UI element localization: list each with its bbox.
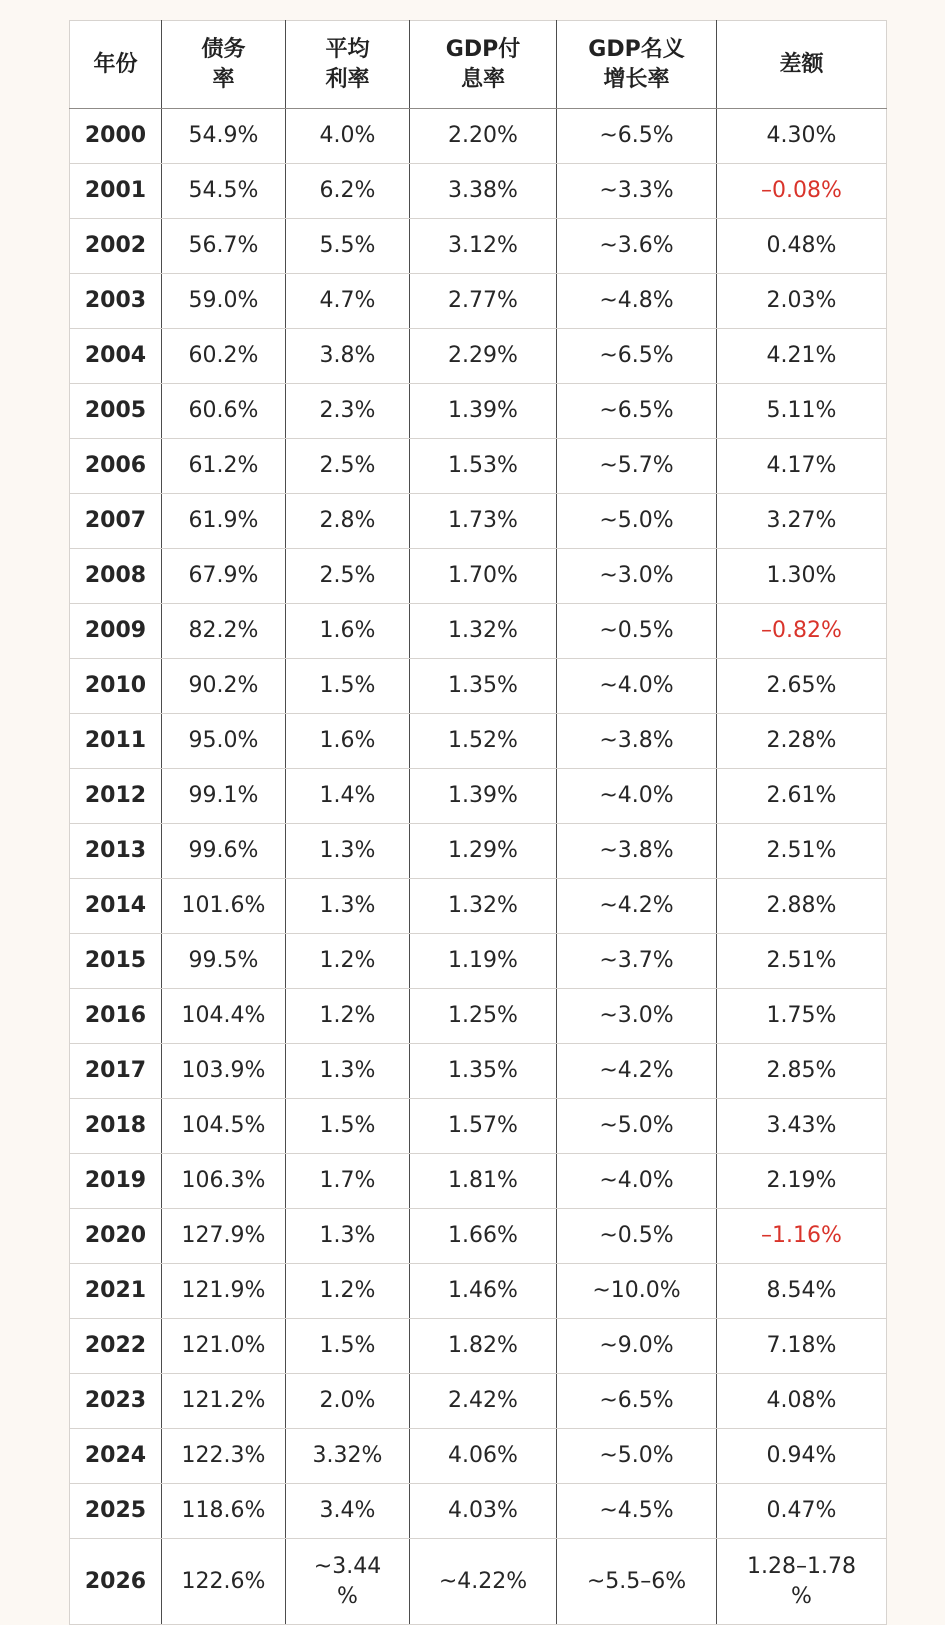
cell-gdp-interest-ratio: 1.35% (410, 659, 557, 714)
cell-difference: 2.85% (717, 1044, 887, 1099)
cell-debt-ratio: 61.2% (162, 439, 286, 494)
cell-avg-interest-rate: 6.2% (286, 164, 410, 219)
column-header-gdp-interest-ratio (410, 21, 557, 109)
column-header-gdp-nominal-growth (557, 21, 717, 109)
cell-difference: 4.21% (717, 329, 887, 384)
cell-difference: 2.61% (717, 769, 887, 824)
cell-year: 2023 (70, 1374, 162, 1429)
cell-difference: 2.88% (717, 879, 887, 934)
cell-avg-interest-rate: 1.3% (286, 1044, 410, 1099)
cell-debt-ratio: 82.2% (162, 604, 286, 659)
cell-year: 2005 (70, 384, 162, 439)
cell-debt-ratio: 90.2% (162, 659, 286, 714)
cell-gdp-interest-ratio: 1.46% (410, 1264, 557, 1319)
cell-debt-ratio: 122.6% (162, 1539, 286, 1625)
cell-avg-interest-rate: 1.6% (286, 714, 410, 769)
column-header-avg-interest-rate (286, 21, 410, 109)
cell-year: 2010 (70, 659, 162, 714)
cell-gdp-interest-ratio: 3.38% (410, 164, 557, 219)
table-row (70, 1319, 887, 1374)
cell-avg-interest-rate: 4.7% (286, 274, 410, 329)
cell-difference: 2.51% (717, 824, 887, 879)
cell-gdp-nominal-growth: ~5.0% (557, 1429, 717, 1484)
cell-gdp-interest-ratio: 1.52% (410, 714, 557, 769)
cell-debt-ratio: 127.9% (162, 1209, 286, 1264)
cell-year: 2024 (70, 1429, 162, 1484)
column-header-line: GDP付 (445, 36, 521, 62)
cell-gdp-nominal-growth: ~3.7% (557, 934, 717, 989)
cell-year: 2008 (70, 549, 162, 604)
cell-debt-ratio: 67.9% (162, 549, 286, 604)
table-row (70, 824, 887, 879)
cell-gdp-nominal-growth: ~4.8% (557, 274, 717, 329)
table-row (70, 769, 887, 824)
cell-gdp-interest-ratio: 1.19% (410, 934, 557, 989)
cell-debt-ratio: 122.3% (162, 1429, 286, 1484)
cell-difference: 4.17% (717, 439, 887, 494)
cell-avg-interest-rate: 3.4% (286, 1484, 410, 1539)
cell-difference: 2.65% (717, 659, 887, 714)
data-table-container (69, 20, 886, 1625)
cell-year: 2026 (70, 1539, 162, 1625)
table-row (70, 1429, 887, 1484)
column-header-year (70, 21, 162, 109)
cell-gdp-interest-ratio: 1.39% (410, 769, 557, 824)
cell-difference: 3.43% (717, 1099, 887, 1154)
cell-difference: 5.11% (717, 384, 887, 439)
table-row (70, 1099, 887, 1154)
cell-gdp-nominal-growth: ~4.5% (557, 1484, 717, 1539)
cell-year: 2018 (70, 1099, 162, 1154)
cell-year: 2013 (70, 824, 162, 879)
cell-gdp-interest-ratio: 1.70% (410, 549, 557, 604)
cell-avg-interest-rate: 2.5% (286, 549, 410, 604)
cell-difference: 1.28–1.78 % (717, 1539, 887, 1625)
cell-gdp-nominal-growth: ~6.5% (557, 329, 717, 384)
table-row (70, 714, 887, 769)
cell-debt-ratio: 59.0% (162, 274, 286, 329)
cell-avg-interest-rate: 3.8% (286, 329, 410, 384)
cell-year: 2017 (70, 1044, 162, 1099)
cell-gdp-nominal-growth: ~3.3% (557, 164, 717, 219)
cell-avg-interest-rate: 1.5% (286, 1099, 410, 1154)
table-row (70, 1044, 887, 1099)
cell-difference: 0.47% (717, 1484, 887, 1539)
table-row (70, 329, 887, 384)
cell-gdp-nominal-growth: ~5.0% (557, 1099, 717, 1154)
cell-gdp-nominal-growth: ~5.7% (557, 439, 717, 494)
cell-debt-ratio: 106.3% (162, 1154, 286, 1209)
cell-gdp-interest-ratio: 2.20% (410, 109, 557, 164)
cell-avg-interest-rate: 1.5% (286, 659, 410, 714)
cell-difference: 1.30% (717, 549, 887, 604)
cell-debt-ratio: 118.6% (162, 1484, 286, 1539)
cell-gdp-nominal-growth: ~5.0% (557, 494, 717, 549)
cell-avg-interest-rate: 2.8% (286, 494, 410, 549)
cell-year: 2007 (70, 494, 162, 549)
cell-avg-interest-rate: 1.2% (286, 989, 410, 1044)
cell-gdp-nominal-growth: ~3.8% (557, 714, 717, 769)
cell-gdp-nominal-growth: ~4.0% (557, 769, 717, 824)
column-header-difference (717, 21, 887, 109)
cell-year: 2012 (70, 769, 162, 824)
cell-year: 2002 (70, 219, 162, 274)
table-row (70, 1484, 887, 1539)
table-row (70, 109, 887, 164)
cell-difference: 1.75% (717, 989, 887, 1044)
cell-difference: –0.82% (717, 604, 887, 659)
cell-avg-interest-rate: 1.3% (286, 824, 410, 879)
table-row (70, 494, 887, 549)
cell-year: 2025 (70, 1484, 162, 1539)
cell-debt-ratio: 101.6% (162, 879, 286, 934)
cell-debt-ratio: 61.9% (162, 494, 286, 549)
cell-gdp-nominal-growth: ~10.0% (557, 1264, 717, 1319)
cell-avg-interest-rate: 2.0% (286, 1374, 410, 1429)
cell-gdp-interest-ratio: 2.29% (410, 329, 557, 384)
cell-debt-ratio: 54.5% (162, 164, 286, 219)
cell-difference: 2.19% (717, 1154, 887, 1209)
table-row (70, 1209, 887, 1264)
cell-gdp-interest-ratio: 1.39% (410, 384, 557, 439)
cell-avg-interest-rate: ~3.44 % (286, 1539, 410, 1625)
cell-year: 2001 (70, 164, 162, 219)
cell-avg-interest-rate: 1.7% (286, 1154, 410, 1209)
table-body (70, 109, 887, 1625)
table-row (70, 659, 887, 714)
cell-difference: 0.94% (717, 1429, 887, 1484)
cell-gdp-nominal-growth: ~3.0% (557, 989, 717, 1044)
column-header-line: 率 (212, 66, 235, 92)
table-row (70, 1374, 887, 1429)
cell-gdp-interest-ratio: 4.03% (410, 1484, 557, 1539)
cell-gdp-interest-ratio: 1.32% (410, 879, 557, 934)
cell-debt-ratio: 121.0% (162, 1319, 286, 1374)
table-row (70, 934, 887, 989)
column-header-line: 年份 (93, 51, 138, 77)
cell-avg-interest-rate: 1.3% (286, 1209, 410, 1264)
cell-difference: 0.48% (717, 219, 887, 274)
cell-gdp-interest-ratio: 1.29% (410, 824, 557, 879)
cell-difference: 4.30% (717, 109, 887, 164)
header-row (70, 21, 887, 109)
table-row (70, 384, 887, 439)
cell-year: 2022 (70, 1319, 162, 1374)
cell-debt-ratio: 95.0% (162, 714, 286, 769)
cell-difference: 2.28% (717, 714, 887, 769)
cell-gdp-nominal-growth: ~3.8% (557, 824, 717, 879)
cell-gdp-nominal-growth: ~4.0% (557, 1154, 717, 1209)
cell-avg-interest-rate: 2.5% (286, 439, 410, 494)
cell-avg-interest-rate: 1.2% (286, 1264, 410, 1319)
cell-gdp-interest-ratio: 1.57% (410, 1099, 557, 1154)
cell-gdp-nominal-growth: ~0.5% (557, 604, 717, 659)
table-row (70, 549, 887, 604)
column-header-line: 息率 (460, 66, 505, 92)
cell-gdp-interest-ratio: 1.32% (410, 604, 557, 659)
cell-difference: 4.08% (717, 1374, 887, 1429)
table-row (70, 989, 887, 1044)
cell-debt-ratio: 99.6% (162, 824, 286, 879)
cell-gdp-nominal-growth: ~3.6% (557, 219, 717, 274)
cell-debt-ratio: 60.2% (162, 329, 286, 384)
table-row (70, 219, 887, 274)
cell-avg-interest-rate: 3.32% (286, 1429, 410, 1484)
column-header-line: 增长率 (603, 66, 670, 92)
cell-gdp-nominal-growth: ~9.0% (557, 1319, 717, 1374)
cell-difference: –0.08% (717, 164, 887, 219)
table-header (70, 21, 887, 109)
cell-avg-interest-rate: 5.5% (286, 219, 410, 274)
cell-debt-ratio: 104.5% (162, 1099, 286, 1154)
cell-gdp-interest-ratio: 2.77% (410, 274, 557, 329)
cell-difference: 2.51% (717, 934, 887, 989)
cell-gdp-interest-ratio: 4.06% (410, 1429, 557, 1484)
cell-gdp-nominal-growth: ~4.2% (557, 1044, 717, 1099)
cell-gdp-interest-ratio: 1.73% (410, 494, 557, 549)
cell-gdp-interest-ratio: 1.66% (410, 1209, 557, 1264)
table-row (70, 1264, 887, 1319)
cell-year: 2009 (70, 604, 162, 659)
cell-gdp-nominal-growth: ~5.5–6% (557, 1539, 717, 1625)
cell-difference: 7.18% (717, 1319, 887, 1374)
cell-avg-interest-rate: 1.5% (286, 1319, 410, 1374)
column-header-line: GDP名义 (588, 36, 685, 62)
cell-gdp-nominal-growth: ~3.0% (557, 549, 717, 604)
cell-difference: 2.03% (717, 274, 887, 329)
cell-debt-ratio: 104.4% (162, 989, 286, 1044)
cell-gdp-interest-ratio: 3.12% (410, 219, 557, 274)
cell-avg-interest-rate: 1.3% (286, 879, 410, 934)
cell-avg-interest-rate: 2.3% (286, 384, 410, 439)
table-row (70, 274, 887, 329)
table-row (70, 1539, 887, 1625)
cell-difference: 3.27% (717, 494, 887, 549)
column-header-line: 差额 (779, 51, 824, 77)
cell-gdp-nominal-growth: ~6.5% (557, 1374, 717, 1429)
column-header-line: 平均 (325, 36, 370, 62)
cell-debt-ratio: 99.5% (162, 934, 286, 989)
cell-avg-interest-rate: 1.4% (286, 769, 410, 824)
column-header-line: 利率 (325, 66, 370, 92)
cell-debt-ratio: 103.9% (162, 1044, 286, 1099)
cell-avg-interest-rate: 1.6% (286, 604, 410, 659)
cell-debt-ratio: 56.7% (162, 219, 286, 274)
cell-gdp-interest-ratio: 1.53% (410, 439, 557, 494)
cell-gdp-nominal-growth: ~6.5% (557, 109, 717, 164)
cell-debt-ratio: 60.6% (162, 384, 286, 439)
table-row (70, 439, 887, 494)
cell-gdp-interest-ratio: 1.25% (410, 989, 557, 1044)
cell-year: 2016 (70, 989, 162, 1044)
cell-year: 2004 (70, 329, 162, 384)
cell-year: 2006 (70, 439, 162, 494)
cell-year: 2011 (70, 714, 162, 769)
cell-gdp-interest-ratio: 2.42% (410, 1374, 557, 1429)
cell-gdp-nominal-growth: ~6.5% (557, 384, 717, 439)
table-row (70, 164, 887, 219)
cell-gdp-interest-ratio: ~4.22% (410, 1539, 557, 1625)
cell-gdp-interest-ratio: 1.81% (410, 1154, 557, 1209)
cell-gdp-nominal-growth: ~0.5% (557, 1209, 717, 1264)
cell-difference: –1.16% (717, 1209, 887, 1264)
cell-year: 2000 (70, 109, 162, 164)
cell-debt-ratio: 99.1% (162, 769, 286, 824)
cell-year: 2014 (70, 879, 162, 934)
cell-year: 2021 (70, 1264, 162, 1319)
cell-avg-interest-rate: 4.0% (286, 109, 410, 164)
cell-year: 2019 (70, 1154, 162, 1209)
cell-gdp-interest-ratio: 1.82% (410, 1319, 557, 1374)
cell-year: 2003 (70, 274, 162, 329)
table-row (70, 1154, 887, 1209)
data-table (69, 20, 887, 1625)
cell-gdp-interest-ratio: 1.35% (410, 1044, 557, 1099)
cell-debt-ratio: 121.9% (162, 1264, 286, 1319)
cell-gdp-nominal-growth: ~4.0% (557, 659, 717, 714)
cell-year: 2015 (70, 934, 162, 989)
cell-difference: 8.54% (717, 1264, 887, 1319)
cell-debt-ratio: 121.2% (162, 1374, 286, 1429)
column-header-line: 债务 (201, 36, 246, 62)
cell-year: 2020 (70, 1209, 162, 1264)
table-row (70, 604, 887, 659)
column-header-debt-ratio (162, 21, 286, 109)
cell-debt-ratio: 54.9% (162, 109, 286, 164)
table-row (70, 879, 887, 934)
cell-avg-interest-rate: 1.2% (286, 934, 410, 989)
cell-gdp-nominal-growth: ~4.2% (557, 879, 717, 934)
